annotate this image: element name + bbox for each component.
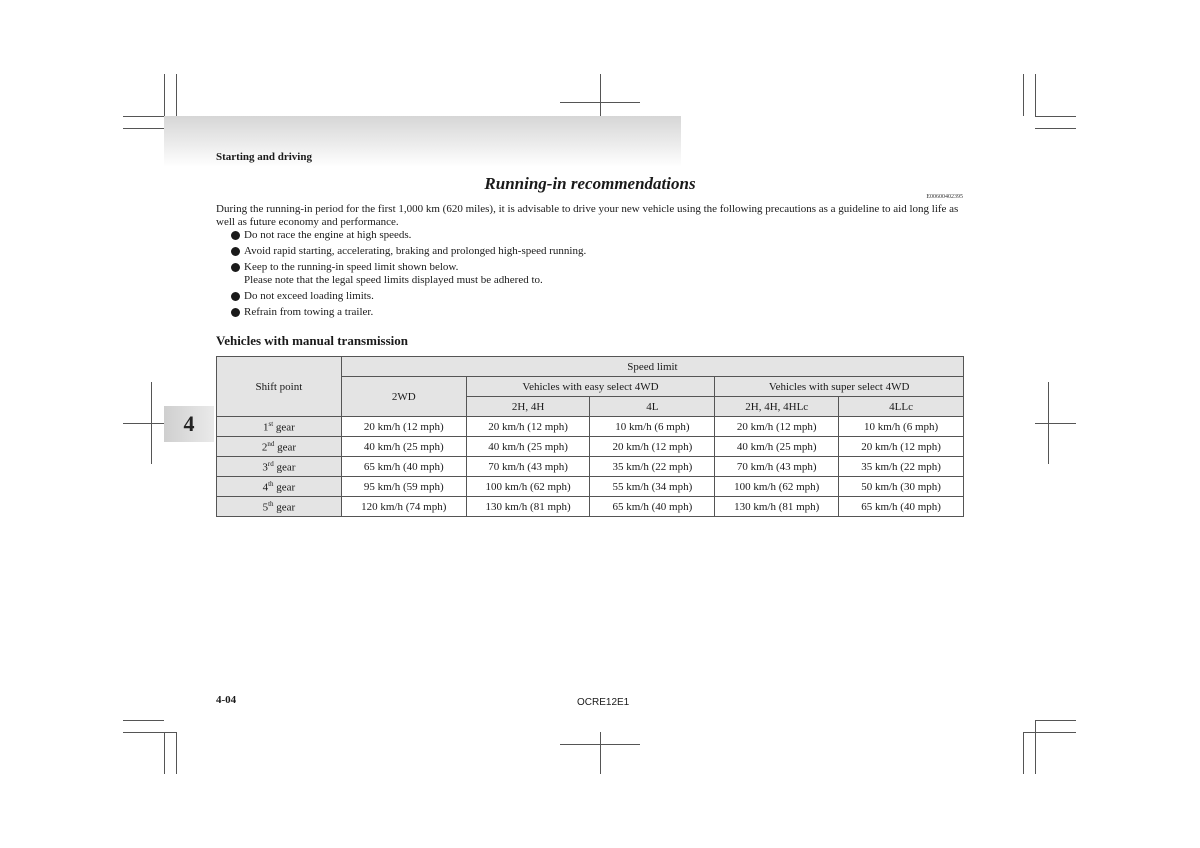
speed-cell: 35 km/h (22 mph) xyxy=(839,457,964,477)
mode-header: 2H, 4H xyxy=(466,397,590,417)
list-item: Keep to the running-in speed limit shown below. Please note that the legal speed limits displayed must be adhered to. xyxy=(231,261,951,287)
speed-cell: 20 km/h (12 mph) xyxy=(341,417,466,437)
table-row xyxy=(217,457,964,477)
mode-header: 4L xyxy=(590,397,715,417)
speed-cell: 20 km/h (12 mph) xyxy=(715,417,839,437)
table-row xyxy=(217,477,964,497)
speed-cell: 100 km/h (62 mph) xyxy=(715,477,839,497)
page-number: 4-04 xyxy=(216,694,237,706)
speed-limit-header: Speed limit xyxy=(341,357,963,377)
list-item: Refrain from towing a trailer. xyxy=(231,306,951,319)
list-item: Do not exceed loading limits. xyxy=(231,290,951,303)
bullet-icon xyxy=(231,292,240,301)
speed-cell: 10 km/h (6 mph) xyxy=(590,417,715,437)
list-item-note: Please note that the legal speed limits displayed must be adhered to. xyxy=(244,274,543,286)
speed-cell: 40 km/h (25 mph) xyxy=(341,437,466,457)
speed-cell: 70 km/h (43 mph) xyxy=(466,457,590,477)
speed-cell: 40 km/h (25 mph) xyxy=(715,437,839,457)
manual-code: OCRE12E1 xyxy=(577,697,630,708)
speed-cell: 20 km/h (12 mph) xyxy=(839,437,964,457)
table-row xyxy=(217,497,964,517)
gear-label: 2nd gear xyxy=(217,437,342,457)
speed-cell: 65 km/h (40 mph) xyxy=(341,457,466,477)
gear-label: 1st gear xyxy=(217,417,342,437)
mode-header: 4LLc xyxy=(839,397,964,417)
chapter-tab: 4 xyxy=(164,406,214,442)
speed-cell: 55 km/h (34 mph) xyxy=(590,477,715,497)
speed-cell: 95 km/h (59 mph) xyxy=(341,477,466,497)
2wd-header: 2WD xyxy=(341,377,466,417)
list-item: Do not race the engine at high speeds. xyxy=(231,229,951,242)
list-item: Avoid rapid starting, accelerating, braking and prolonged high-speed running. xyxy=(231,245,951,258)
table-row xyxy=(217,437,964,457)
speed-cell: 65 km/h (40 mph) xyxy=(590,497,715,517)
section-title: Starting and driving xyxy=(216,151,312,163)
bullet-icon xyxy=(231,308,240,317)
document-code: E00600402395 xyxy=(926,194,963,200)
table-row xyxy=(217,417,964,437)
table-header-row xyxy=(217,357,964,377)
speed-cell: 120 km/h (74 mph) xyxy=(341,497,466,517)
page-heading: Running-in recommendations xyxy=(484,174,696,193)
speed-cell: 20 km/h (12 mph) xyxy=(466,417,590,437)
shift-point-header: Shift point xyxy=(217,357,342,417)
speed-cell: 20 km/h (12 mph) xyxy=(590,437,715,457)
intro-paragraph: During the running-in period for the first 1,000 km (620 miles), it is advisable to drive your new vehicle using the following precautions as a guideline to aid long life as well as future economy and performance. xyxy=(216,203,959,228)
gear-label: 3rd gear xyxy=(217,457,342,477)
speed-cell: 130 km/h (81 mph) xyxy=(715,497,839,517)
speed-cell: 100 km/h (62 mph) xyxy=(466,477,590,497)
speed-cell: 35 km/h (22 mph) xyxy=(590,457,715,477)
speed-limit-table xyxy=(216,356,964,517)
mode-header: 2H, 4H, 4HLc xyxy=(715,397,839,417)
super-select-header: Vehicles with super select 4WD xyxy=(715,377,964,397)
speed-cell: 40 km/h (25 mph) xyxy=(466,437,590,457)
easy-select-header: Vehicles with easy select 4WD xyxy=(466,377,715,397)
speed-cell: 50 km/h (30 mph) xyxy=(839,477,964,497)
speed-cell: 130 km/h (81 mph) xyxy=(466,497,590,517)
bullet-icon xyxy=(231,263,240,272)
precautions-list xyxy=(231,229,951,322)
speed-cell: 70 km/h (43 mph) xyxy=(715,457,839,477)
table-heading: Vehicles with manual transmission xyxy=(216,333,409,348)
gear-label: 4th gear xyxy=(217,477,342,497)
speed-cell: 10 km/h (6 mph) xyxy=(839,417,964,437)
bullet-icon xyxy=(231,231,240,240)
speed-cell: 65 km/h (40 mph) xyxy=(839,497,964,517)
bullet-icon xyxy=(231,247,240,256)
gear-label: 5th gear xyxy=(217,497,342,517)
